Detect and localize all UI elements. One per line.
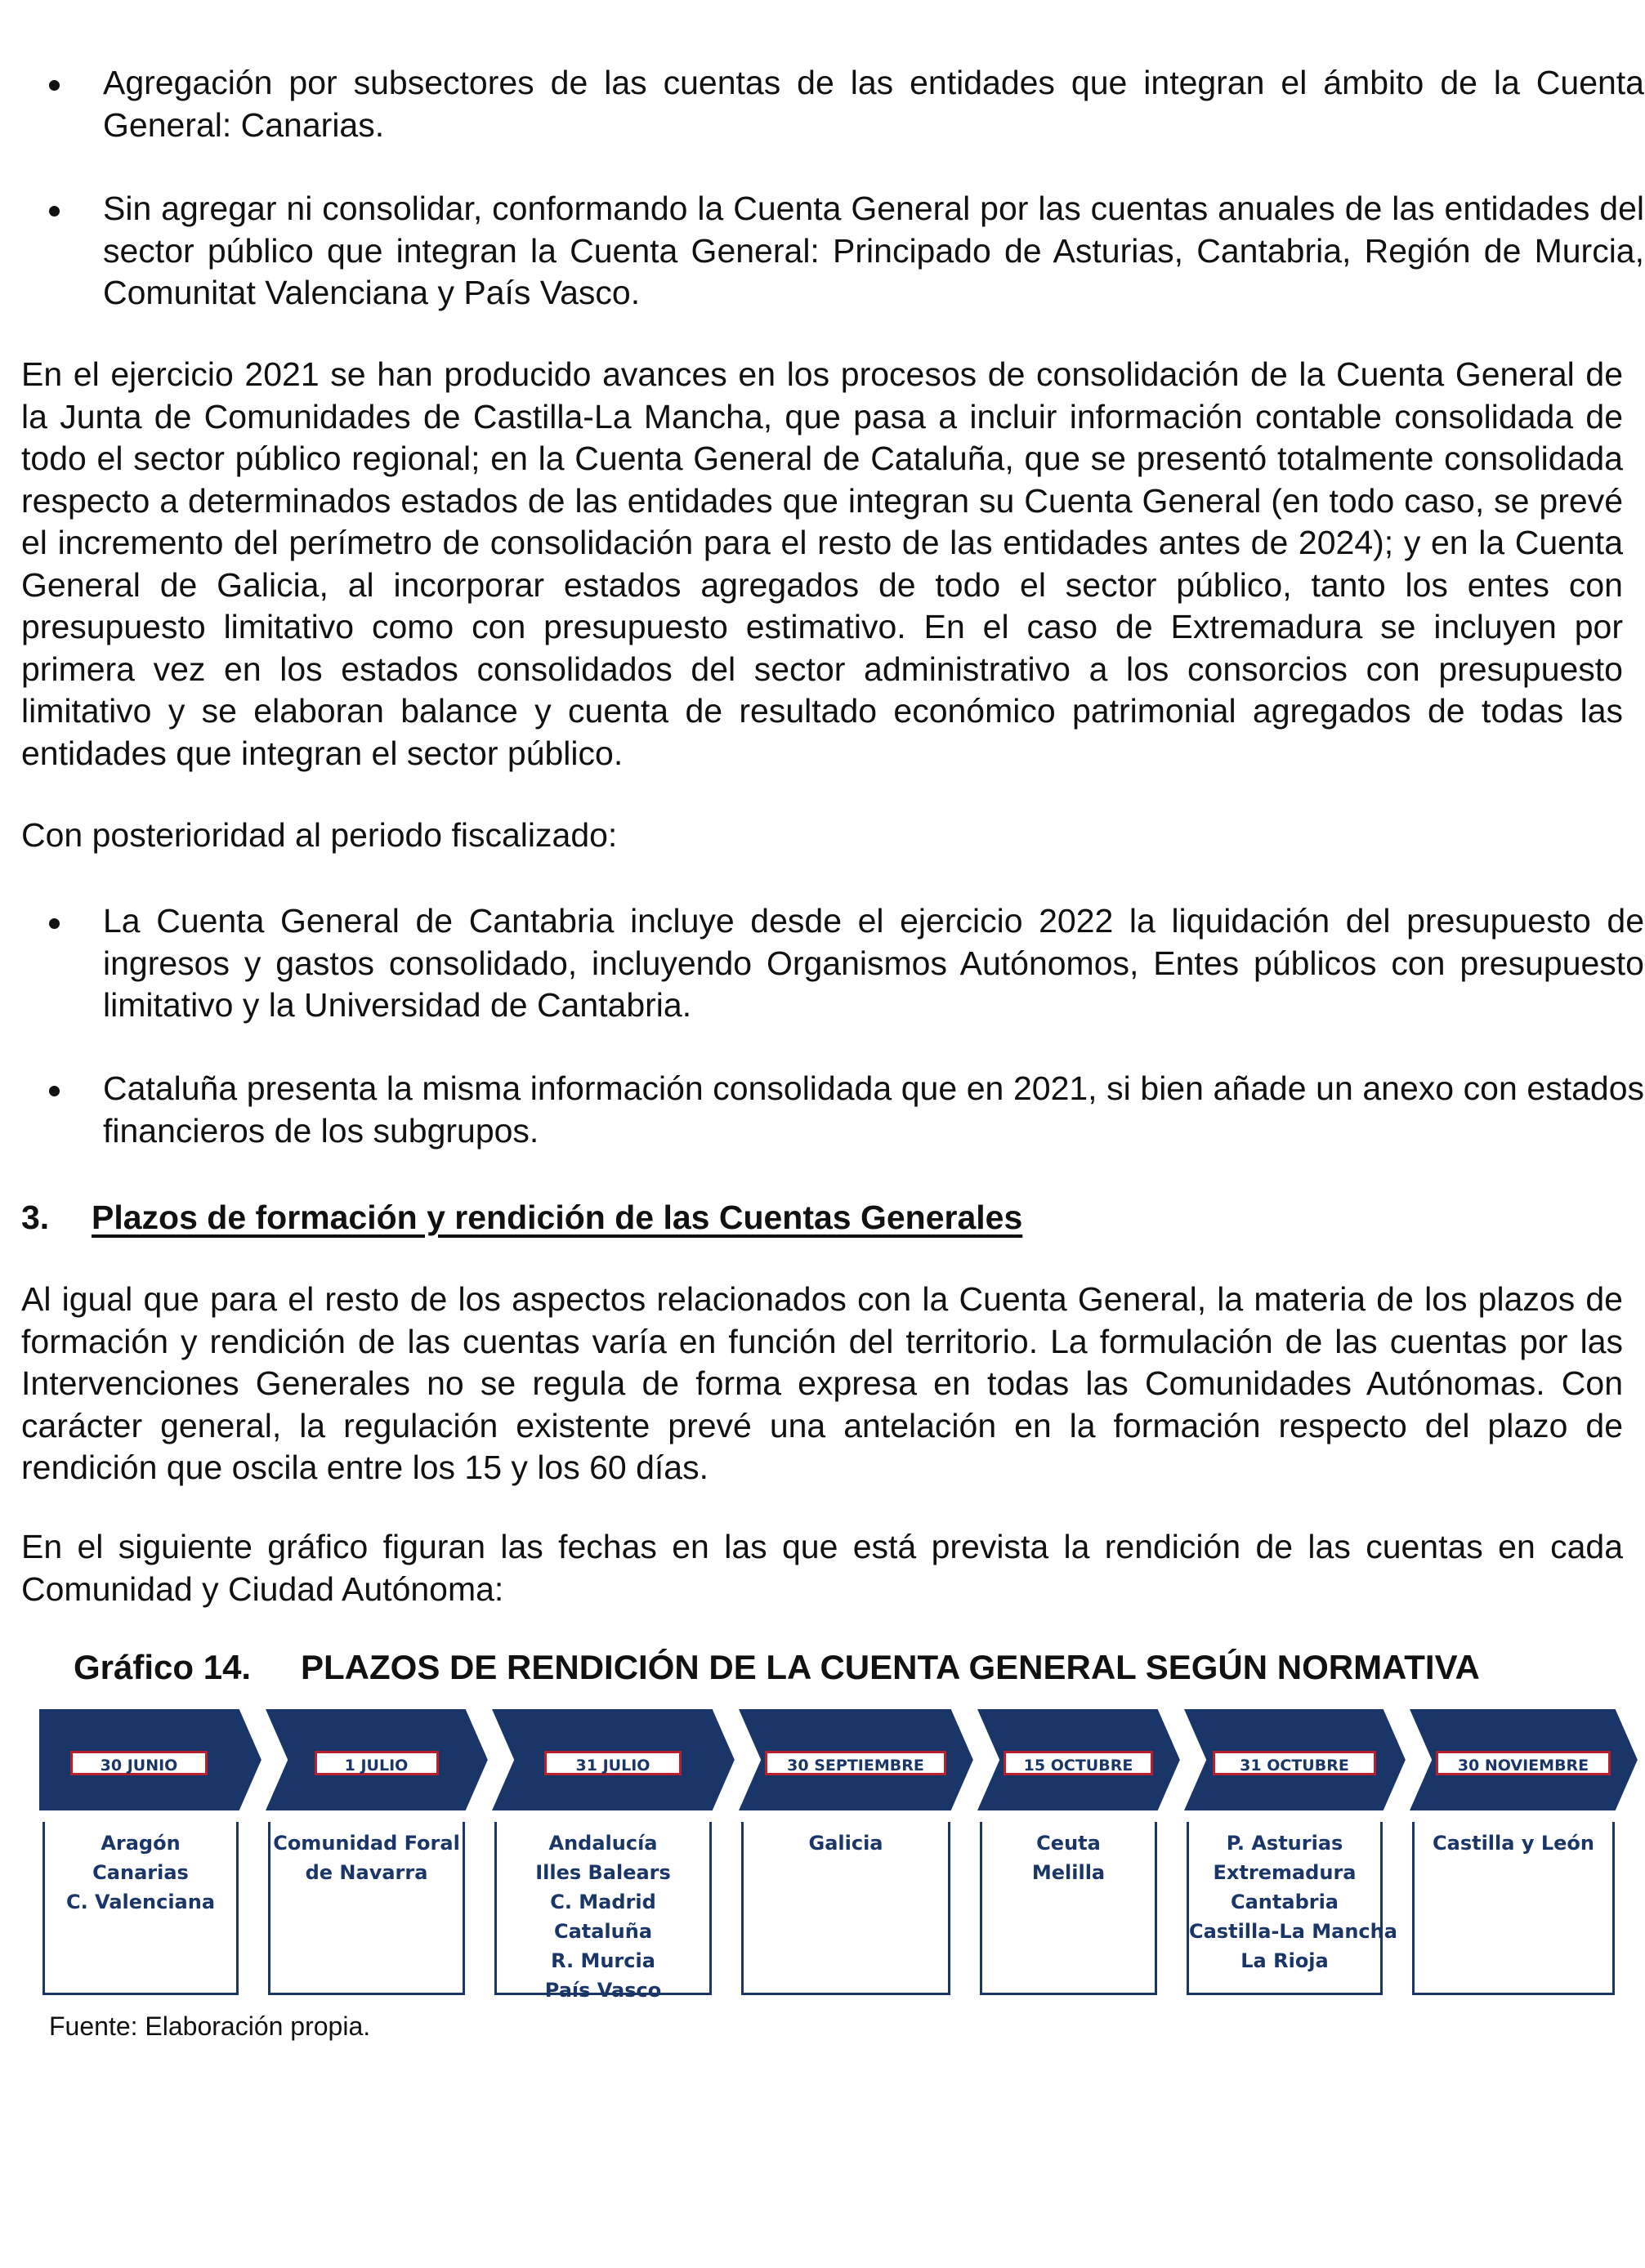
timeline-entity-name: Comunidad Foral: [273, 1832, 460, 1855]
timeline-date-label: 1 JULIO: [315, 1751, 439, 1775]
timeline-entity-list: [982, 1828, 1155, 1887]
timeline-date-label: 30 SEPTIEMBRE: [765, 1751, 946, 1775]
timeline-entity-box: [1412, 1822, 1615, 1995]
timeline-entity-name: P. Asturias: [1226, 1832, 1343, 1855]
timeline-entity-list: [270, 1828, 463, 1887]
timeline-entity-box: [980, 1822, 1157, 1995]
figure-source: Fuente: Elaboración propia.: [49, 2011, 371, 2041]
timeline-entity-box: [741, 1822, 950, 1995]
paragraph-ejercicio-2021: En el ejercicio 2021 se han producido avances en los procesos de consolidación de la Cuenta General de la Junta de Comunidades de Castilla-La Mancha, que pasa a incluir información contable consolidada de todo el sector público regional; en la Cuenta General de Cataluña, que se presentó totalmente consolidada respecto a determinados estados de las entidades que integran su Cuenta General (en todo caso, se prevé el incremento del perímetro de consolidación para el resto de las entidades antes de 2024); y en la Cuenta General de Galicia, al incorporar estados agregados de todo el sector público, tanto los entes con presupuesto limitativo como con presupuesto estimativo. En el caso de Extremadura se incluyen por primera vez en los estados consolidados del sector administrativo a los consorcios con presupuesto limitativo y se elaboran balance y cuenta de resultado económico patrimonial agregados de todas las entidades que integran el sector público.: [21, 355, 1623, 772]
bullet-text: La Cuenta General de Cantabria incluye desde el ejercicio 2022 la liquidación del presupuesto de ingresos y gastos consolidado, incluyendo Organismos Autónomos, Entes públicos con presupuesto limitativo y la Universidad de Cantabria.: [103, 902, 1644, 1024]
timeline-entity-list: [497, 1828, 709, 2005]
timeline-entity-name: Andalucía: [548, 1832, 658, 1855]
timeline-entity-name: Castilla y León: [1433, 1832, 1594, 1855]
timeline-entity-box: [268, 1822, 465, 1995]
timeline-entity-list: [45, 1828, 236, 1917]
section-number: 3.: [21, 1199, 50, 1236]
timeline-entity-box: [494, 1822, 712, 2002]
figure-title-text: PLAZOS DE RENDICIÓN DE LA CUENTA GENERAL SEGÚN NORMATIVA: [301, 1648, 1480, 1686]
timeline-entity-name: Cantabria: [1231, 1891, 1339, 1913]
timeline-entity-box: [1187, 1822, 1397, 1995]
figure-label: Gráfico 14.: [74, 1648, 252, 1686]
timeline-entity-name: C. Valenciana: [65, 1891, 216, 1913]
timeline-entity-name: La Rioja: [1240, 1949, 1329, 1972]
bullet-text: Cataluña presenta la misma información consolidada que en 2021, si bien añade un anexo con estados financieros de los subgrupos.: [103, 1069, 1644, 1150]
timeline-entity-name: Extremadura: [1213, 1861, 1357, 1884]
timeline-entity-name: Melilla: [1031, 1861, 1106, 1884]
timeline-entity-name: Canarias: [92, 1861, 189, 1884]
timeline-date-label: 30 NOVIEMBRE: [1436, 1751, 1611, 1775]
timeline-date-label: 31 OCTUBRE: [1213, 1751, 1376, 1775]
timeline-date-label: 30 JUNIO: [70, 1751, 208, 1775]
bullet-text: Agregación por subsectores de las cuentas de las entidades que integran el ámbito de la Cuenta General: Canarias.: [103, 64, 1644, 144]
bullet-dot: [49, 1086, 60, 1096]
timeline-entity-name: C. Madrid: [550, 1891, 656, 1913]
section-title: Plazos de formación y rendición de las Cuentas Generales: [92, 1199, 1023, 1236]
bullet-text: Sin agregar ni consolidar, conformando la Cuenta General por las cuentas anuales de las entidades del sector público que integran la Cuenta General: Principado de Asturias, Cantabria, Región de Murcia, Comunitat Valenciana y País Vasco.: [103, 190, 1644, 311]
timeline-date-label: 15 OCTUBRE: [1004, 1751, 1153, 1775]
timeline-entity-box: [42, 1822, 239, 1995]
paragraph-posterioridad: Con posterioridad al periodo fiscalizado:: [21, 816, 618, 854]
timeline-entity-name: Ceuta: [1036, 1832, 1101, 1855]
timeline-entity-name: de Navarra: [305, 1861, 428, 1884]
bullet-dot: [49, 918, 60, 929]
timeline-entity-name: Aragón: [101, 1832, 181, 1855]
paragraph-grafico-intro: En el siguiente gráfico figuran las fechas en las que está prevista la rendición de las cuentas en cada Comunidad y Ciudad Autónoma:: [21, 1528, 1623, 1608]
bullet-dot: [49, 206, 60, 217]
paragraph-plazos: Al igual que para el resto de los aspectos relacionados con la Cuenta General, la materia de los plazos de formación y rendición de las cuentas varía en función del territorio. La formulación de las cuentas por las Intervenciones Generales no se regula de forma expresa en todas las Comunidades Autónomas. Con carácter general, la regulación existente prevé una antelación en la formación respecto del plazo de rendición que oscila entre los 15 y los 60 días.: [21, 1280, 1623, 1486]
timeline-entity-list: [1189, 1828, 1397, 1976]
timeline-date-label: 31 JULIO: [544, 1751, 682, 1775]
timeline-entity-list: [1415, 1828, 1612, 1858]
timeline-entity-name: Galicia: [808, 1832, 883, 1855]
timeline-entity-name: R. Murcia: [551, 1949, 655, 1972]
timeline-entity-name: Cataluña: [553, 1920, 653, 1943]
timeline-chart: [38, 1708, 1639, 2002]
timeline-entity-list: [744, 1828, 948, 1858]
timeline-entity-name: País Vasco: [544, 1979, 662, 2002]
bullet-dot: [49, 80, 60, 91]
timeline-entity-name: Illes Balears: [535, 1861, 671, 1884]
timeline-entity-name: Castilla-La Mancha: [1189, 1920, 1397, 1943]
